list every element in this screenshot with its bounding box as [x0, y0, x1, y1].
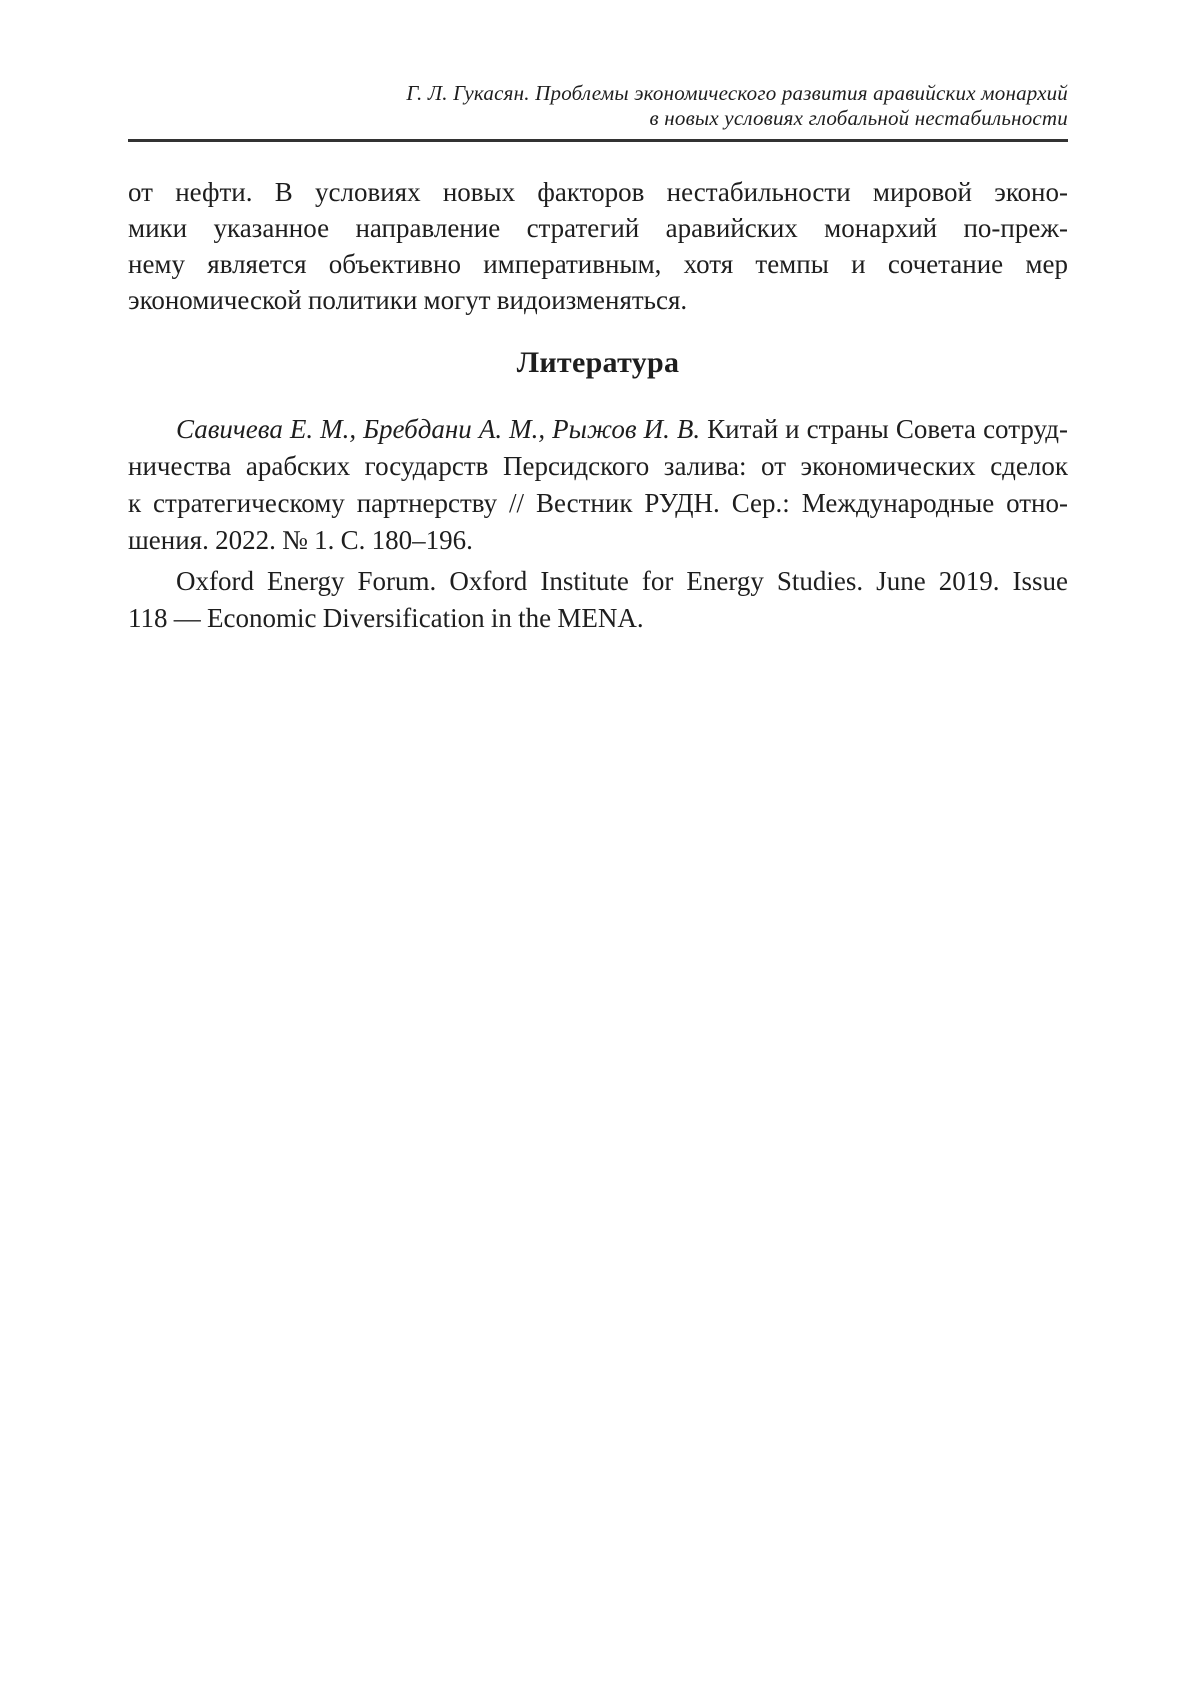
references-heading: Литература: [516, 346, 680, 379]
running-header-line-2: в новых условиях глобальной нестабильности: [649, 106, 1068, 130]
body-line: экономической политики могут видоизменяться.: [128, 285, 688, 315]
reference-item-1: [128, 411, 1068, 559]
reference-line: 118 — Economic Diversification in the MENA.: [128, 603, 644, 633]
body-line: мики указанное направление стратегий аравийских монархий по-преж-: [128, 213, 1068, 243]
reference-line: Oxford Energy Forum. Oxford Institute for Energy Studies. June 2019. Issue: [176, 566, 1068, 596]
reference-authors: Савичева Е. М., Бребдани А. М., Рыжов И. В.: [176, 414, 701, 444]
reference-line: [128, 411, 1068, 448]
body-line: нему является объективно императивным, хотя темпы и сочетание мер: [128, 249, 1068, 279]
reference-item-2: [128, 563, 1068, 637]
header-rule: [128, 139, 1068, 142]
body-line: от нефти. В условиях новых факторов нестабильности мировой эконо-: [128, 177, 1068, 207]
body-paragraph: [128, 174, 1068, 318]
reference-line: шения. 2022. № 1. С. 180–196.: [128, 525, 473, 555]
reference-line: к стратегическому партнерству // Вестник РУДН. Сер.: Международные отно-: [128, 488, 1068, 518]
reference-line: ничества арабских государств Персидского залива: от экономических сделок: [128, 451, 1068, 481]
reference-title-start: Китай и страны Совета сотруд-: [700, 414, 1068, 444]
running-header-line-1: Г. Л. Гукасян. Проблемы экономического развития аравийских монархий: [406, 81, 1068, 105]
running-header: [128, 81, 1068, 131]
page-content: [128, 0, 1068, 637]
